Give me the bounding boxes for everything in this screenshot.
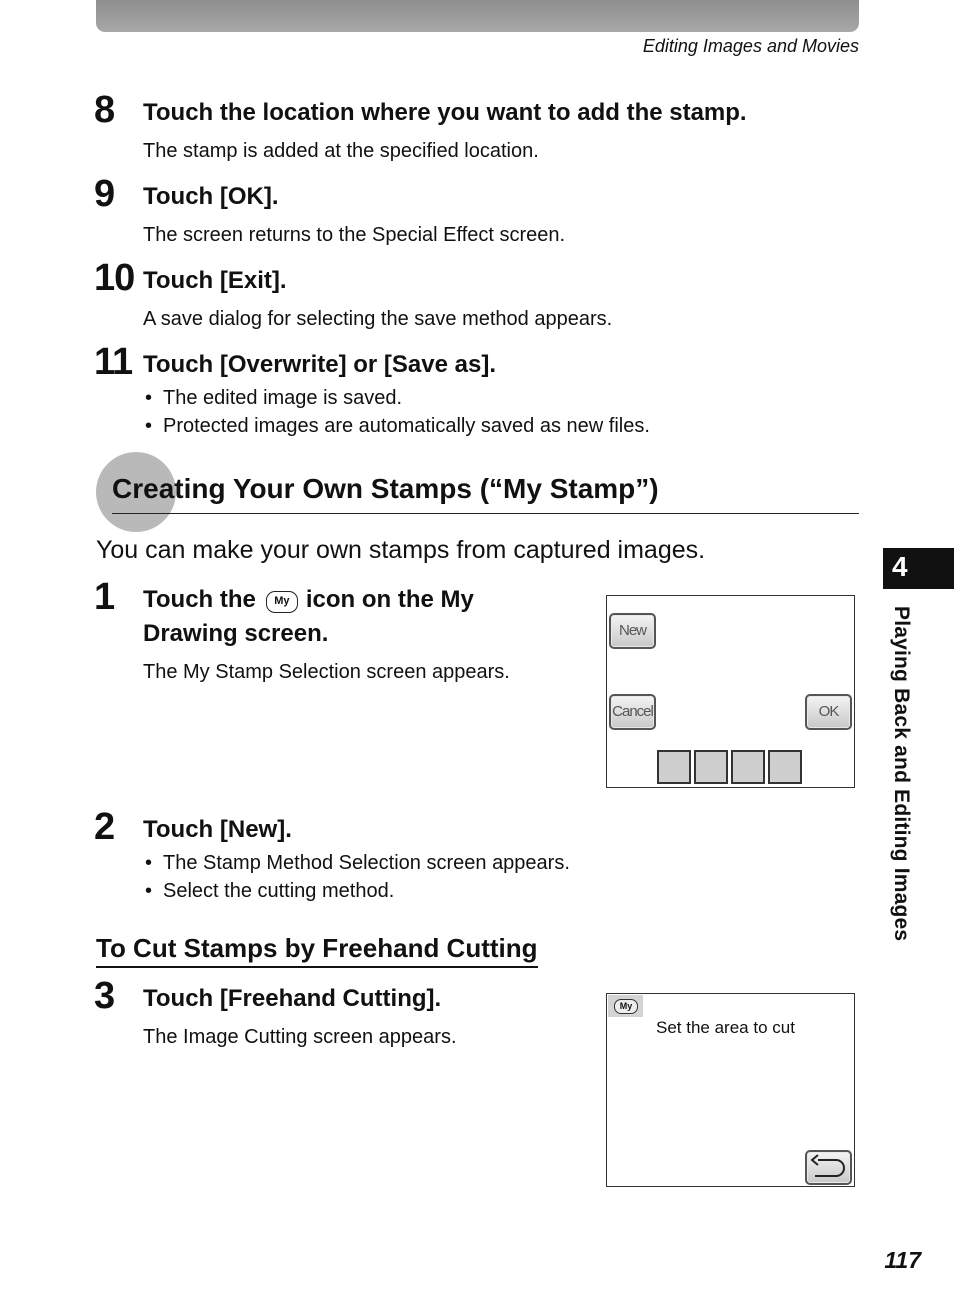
my-icon: My (266, 591, 298, 613)
section-title: Creating Your Own Stamps (“My Stamp”) (112, 473, 659, 504)
step-number: 10 (94, 257, 135, 299)
step-title: Touch [Overwrite] or [Save as]. (143, 351, 496, 378)
back-button[interactable] (805, 1150, 852, 1185)
step-body: The My Stamp Selection screen appears. (143, 661, 510, 683)
cancel-button[interactable]: Cancel (609, 694, 656, 730)
stamp-slot[interactable] (768, 750, 802, 784)
my-icon: My (614, 999, 638, 1014)
stamp-slot[interactable] (731, 750, 765, 784)
step-number: 2 (94, 806, 115, 848)
return-arrow-icon (807, 1152, 850, 1183)
step-number: 8 (94, 89, 115, 131)
step-title: Touch [Freehand Cutting]. (143, 985, 442, 1012)
step-body: The stamp is added at the specified location. (143, 140, 539, 162)
my-stamp-selection-screen (606, 595, 855, 788)
step-body: The Image Cutting screen appears. (143, 1026, 457, 1048)
bullet-item: • The Stamp Method Selection screen appears. (145, 852, 570, 874)
step-number: 1 (94, 576, 115, 618)
running-head: Editing Images and Movies (642, 36, 859, 56)
stamp-slot[interactable] (694, 750, 728, 784)
my-mode-indicator (608, 995, 643, 1017)
step-number: 11 (94, 341, 133, 383)
chapter-label: Playing Back and Editing Images (890, 606, 913, 942)
section-intro: You can make your own stamps from captured images. (96, 536, 706, 564)
step-body: A save dialog for selecting the save method appears. (143, 308, 613, 330)
new-button[interactable]: New (609, 613, 656, 649)
bullet-item: • The edited image is saved. (145, 387, 403, 409)
cut-prompt-text: Set the area to cut (656, 1018, 795, 1037)
bullet-item: • Select the cutting method. (145, 880, 395, 902)
step-title: Touch [New]. (143, 816, 292, 843)
image-cutting-screen (606, 993, 855, 1187)
step-title: Touch [OK]. (143, 183, 279, 210)
bullet-item: • Protected images are automatically saved as new files. (145, 415, 650, 437)
chapter-tab: 4 (883, 548, 954, 589)
step-body: The screen returns to the Special Effect screen. (143, 224, 566, 246)
header-bar (96, 0, 859, 32)
step-title: Touch the My icon on the My Drawing screen. (143, 586, 474, 647)
step-number: 3 (94, 975, 115, 1017)
ok-button[interactable]: OK (805, 694, 852, 730)
subsection-heading: To Cut Stamps by Freehand Cutting (96, 931, 538, 968)
step-number: 9 (94, 173, 115, 215)
step-title: Touch the location where you want to add the stamp. (143, 99, 747, 126)
stamp-slot[interactable] (657, 750, 691, 784)
page-number: 117 (884, 1247, 921, 1273)
section-divider (112, 513, 859, 514)
step-title: Touch [Exit]. (143, 267, 287, 294)
